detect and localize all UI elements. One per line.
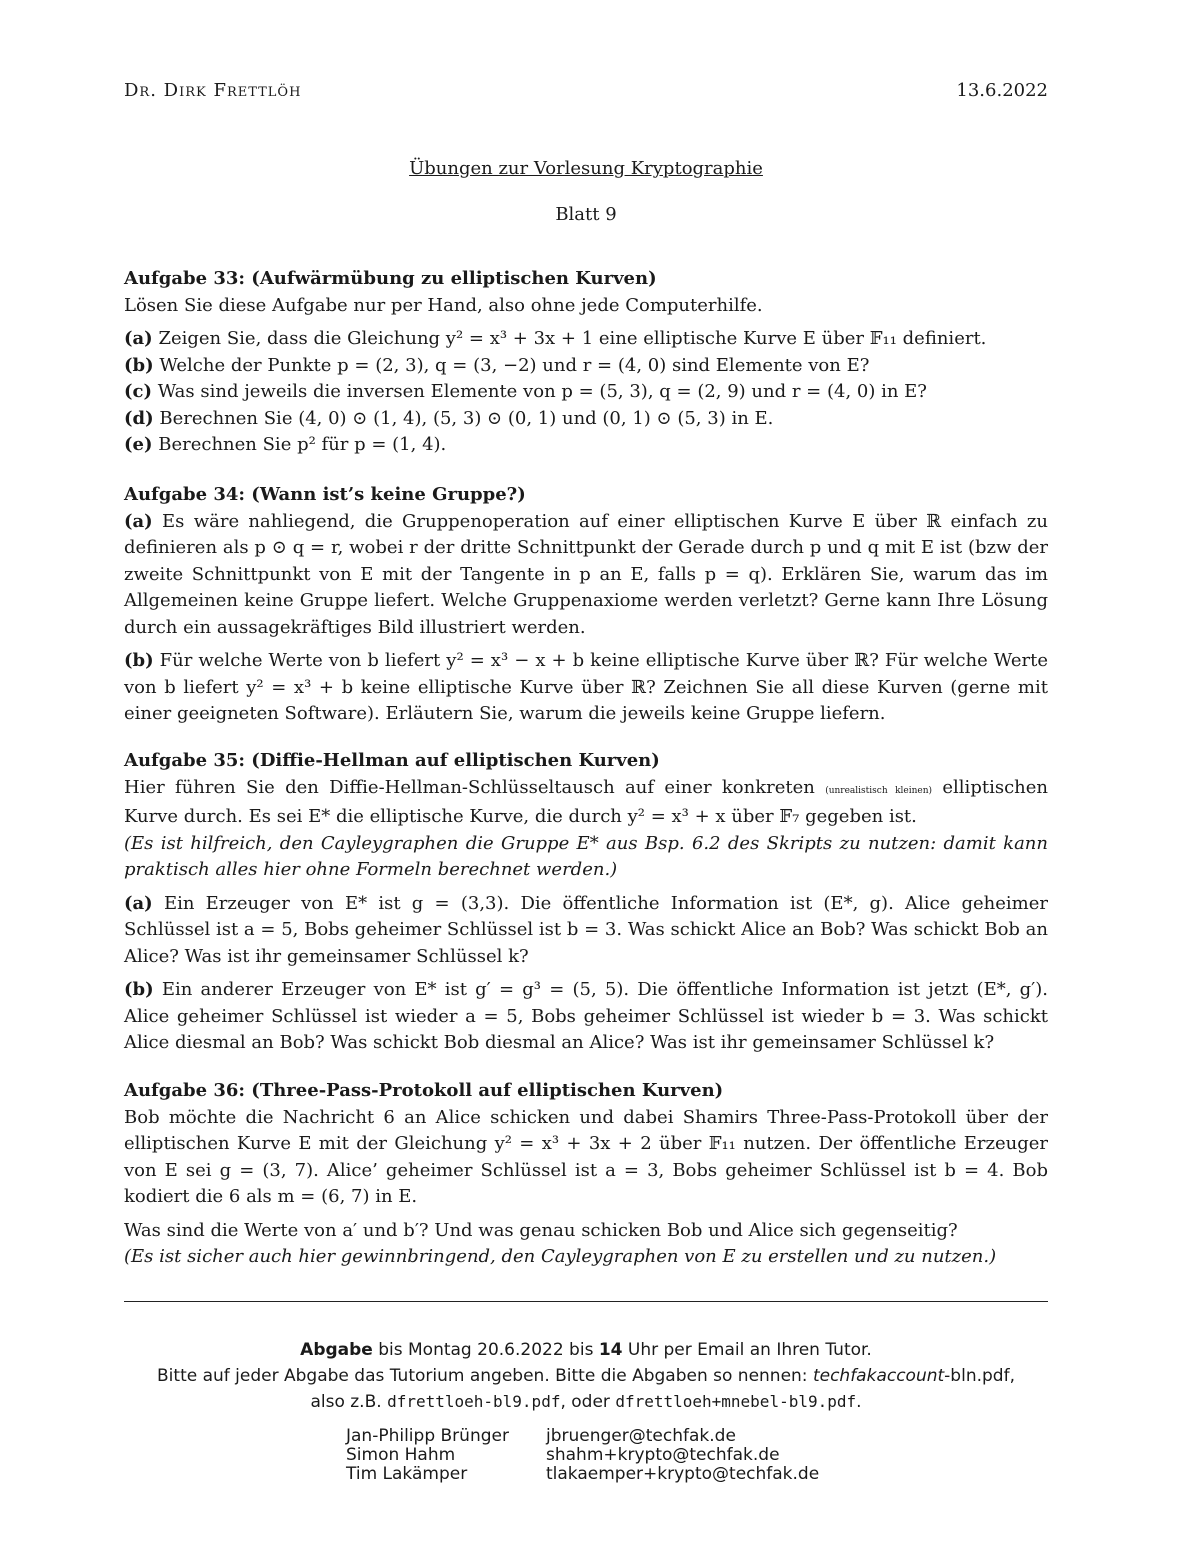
tutor-name: Simon Hahm — [346, 1445, 456, 1465]
exercise-35-intro: Hier führen Sie den Diffie-Hellman-Schlüsseltausch auf einer konkreten (unrealistisch kleinen) elliptischen Kurve durch. Es sei E* die elliptische Kurve, die durch y² = x³ + x über 𝔽₇ gegeben ist. — [124, 776, 1048, 827]
exercise-33-intro: Lösen Sie diese Aufgabe nur per Hand, also ohne jede Computerhilfe. — [124, 294, 763, 316]
exercise-33 — [124, 266, 1048, 459]
exercise-35-heading: Aufgabe 35: (Diffie-Hellman auf elliptischen Kurven) — [124, 750, 660, 771]
exercise-36-heading: Aufgabe 36: (Three-Pass-Protokoll auf elliptischen Kurven) — [124, 1080, 724, 1101]
exercise-33-item: (a) Zeigen Sie, dass die Gleichung y² = x³ + 3x + 1 eine elliptische Kurve E über 𝔽₁₁ definiert. — [124, 328, 987, 349]
exercise-33-item: (b) Welche der Punkte p = (2, 3), q = (3, −2) und r = (4, 0) sind Elemente von E? — [124, 354, 870, 376]
exercise-33-items — [124, 326, 1048, 459]
tutor-email[interactable]: jbruenger@techfak.de — [546, 1426, 736, 1446]
naming-line: Bitte auf jeder Abgabe das Tutorium angeben. Bitte die Abgaben so nennen: techfakaccount-bln.pdf, — [157, 1366, 1015, 1386]
deadline-line: Abgabe bis Montag 20.6.2022 bis 14 Uhr per Email an Ihren Tutor. — [300, 1340, 872, 1360]
submission-info — [124, 1337, 1048, 1415]
tutor-row — [346, 1446, 819, 1465]
exercise-36-text: Bob möchte die Nachricht 6 an Alice schicken und dabei Shamirs Three-Pass-Protokoll über der elliptischen Kurve E mit der Gleichung y² = x³ + 3x + 2 über 𝔽₁₁ nutzen. Der öffentliche Erzeuger von E sei g = (3, 7). Alice’ geheimer Schlüssel ist a = 3, Bobs geheimer Schlüssel ist b = 4. Bob kodiert die 6 als m = (6, 7) in E. — [124, 1106, 1048, 1207]
author: Dr. Dirk Frettlöh — [124, 80, 302, 101]
exercise-34 — [124, 482, 1048, 728]
exercise-36 — [124, 1078, 1048, 1271]
date: 13.6.2022 — [956, 80, 1048, 101]
page-header — [124, 80, 1048, 104]
exercise-33-item: (c) Was sind jeweils die inversen Elemente von p = (5, 3), q = (2, 9) und r = (4, 0) in E? — [124, 381, 927, 402]
page-title: Übungen zur Vorlesung Kryptographie — [409, 158, 763, 179]
exercise-35-hint: (Es ist hilfreich, den Cayleygraphen die Gruppe E* aus Bsp. 6.2 des Skripts zu nutzen: damit kann praktisch alles hier ohne Formeln berechnet werden.) — [124, 832, 1048, 880]
exercise-35-part-a: (a) Ein Erzeuger von E* ist g = (3,3). Die öffentliche Information ist (E*, g). Alice geheimer Schlüssel ist a = 5, Bobs geheimer Schlüssel ist b = 3. Was schickt Alice an Bob? Was schickt Bob an Alice? Was ist ihr gemeinsamer Schlüssel k? — [124, 892, 1048, 967]
sheet-number: Blatt 9 — [555, 204, 617, 225]
example-line: also z.B. dfrettloeh-bl9.pdf, oder dfrettloeh+mnebel-bl9.pdf. — [310, 1392, 862, 1412]
tutor-list — [346, 1427, 819, 1484]
exercise-34-part-b: (b) Für welche Werte von b liefert y² = x³ − x + b keine elliptische Kurve über ℝ? Für welche Werte von b liefert y² = x³ + b keine elliptische Kurve über ℝ? Zeichnen Sie all diese Kurven (gerne mit einer geeigneten Software). Erläutern Sie, warum die jeweils keine Gruppe liefern. — [124, 650, 1048, 724]
exercise-35 — [124, 748, 1048, 1057]
exercise-33-item: (d) Berechnen Sie (4, 0) ⊙ (1, 4), (5, 3) ⊙ (0, 1) und (0, 1) ⊙ (5, 3) in E. — [124, 407, 774, 429]
tutor-email[interactable]: tlakaemper+krypto@techfak.de — [546, 1464, 820, 1484]
tutor-name: Tim Lakämper — [346, 1464, 468, 1484]
tutor-email[interactable]: shahm+krypto@techfak.de — [546, 1445, 780, 1465]
exercise-34-part-a: (a) Es wäre nahliegend, die Gruppenoperation auf einer elliptischen Kurve E über ℝ einfach zu definieren als p ⊙ q = r, wobei r der dritte Schnittpunkt der Gerade durch p und q mit E ist (bzw der zweite Schnittpunkt von E mit der Tangente in p an E, falls p = q). Erklären Sie, warum das im Allgemeinen keine Gruppe liefert. Welche Gruppenaxiome werden verletzt? Gerne kann Ihre Lösung durch ein aussagekräftiges Bild illustriert werden. — [124, 510, 1048, 638]
tutor-row — [346, 1427, 819, 1446]
exercise-36-question: Was sind die Werte von a′ und b′? Und was genau schicken Bob und Alice sich gegenseitig? — [124, 1219, 958, 1241]
exercise-33-item: (e) Berechnen Sie p² für p = (1, 4). — [124, 434, 447, 455]
tutor-row — [346, 1465, 819, 1484]
tutor-name: Jan-Philipp Brünger — [346, 1426, 509, 1446]
exercise-35-part-b: (b) Ein anderer Erzeuger von E* ist g′ = g³ = (5, 5). Die öffentliche Information ist jetzt (E*, g′). Alice geheimer Schlüssel ist wieder a = 5, Bobs geheimer Schlüssel ist wieder b = 3. Was schickt Alice diesmal an Bob? Was schickt Bob diesmal an Alice? Was ist ihr gemeinsamer Schlüssel k? — [124, 979, 1048, 1053]
divider — [124, 1301, 1048, 1302]
exercise-34-heading: Aufgabe 34: (Wann ist’s keine Gruppe?) — [124, 484, 526, 505]
exercise-36-hint: (Es ist sicher auch hier gewinnbringend, den Cayleygraphen von E zu erstellen und zu nutzen.) — [124, 1246, 997, 1267]
exercise-33-heading: Aufgabe 33: (Aufwärmübung zu elliptischen Kurven) — [124, 268, 657, 289]
